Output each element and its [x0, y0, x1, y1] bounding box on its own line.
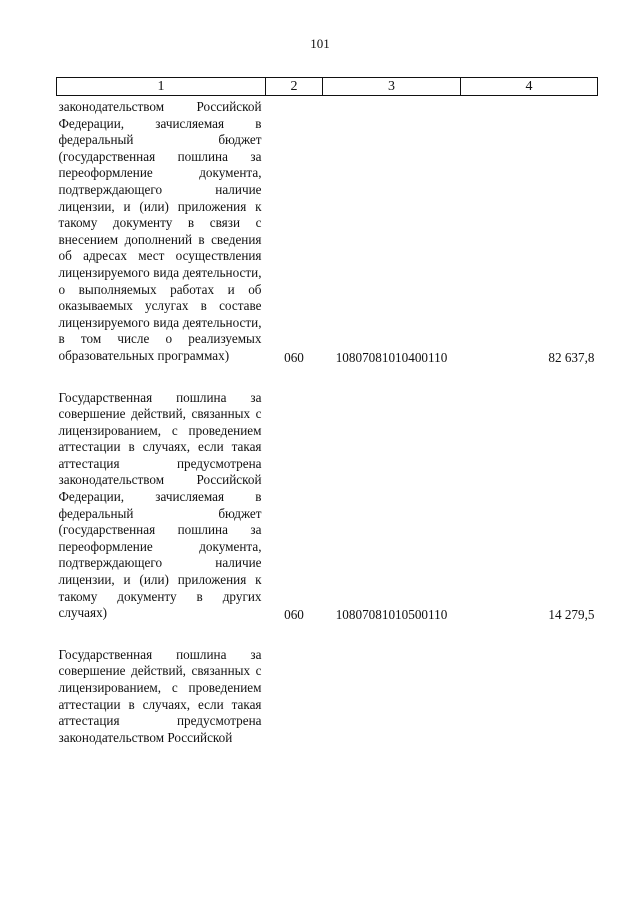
row-spacer [57, 367, 598, 387]
row-amount: 82 637,8 [548, 349, 595, 365]
row-spacer [57, 624, 598, 644]
row-amount: 14 279,5 [548, 607, 595, 623]
row-amount [461, 644, 598, 749]
table-row [57, 96, 598, 367]
page-number: 101 [310, 36, 330, 51]
table-row [57, 644, 598, 749]
row-admin-code: 060 [284, 349, 304, 365]
column-header-2: 2 [266, 78, 323, 96]
budget-revenue-table [56, 77, 598, 748]
column-header-3: 3 [323, 78, 461, 96]
column-header-1: 1 [57, 78, 266, 96]
row-budget-class-code: 10807081010400110 [335, 349, 448, 365]
table-row [57, 387, 598, 624]
row-description: Государственная пошлина за совершение действий, связанных с лицензированием, с проведением аттестации в случаях, если такая аттестация предусмотрена законодательством Российской Федерации, зачисляемая в федеральный бюджет (государственная пошлина за переоформление документа, подтверждающего наличие лицензии, и (или) приложения к такому документу в других случаях) [58, 389, 262, 621]
row-description: Государственная пошлина за совершение действий, связанных с лицензированием, с проведением аттестации в случаях, если такая аттестация предусмотрена законодательством Российской [58, 646, 262, 745]
column-header-4: 4 [461, 78, 598, 96]
row-description: законодательством Российской Федерации, зачисляемая в федеральный бюджет (государственная пошлина за переоформление документа, подтверждающего наличие лицензии, и (или) приложения к такому документу в связи с внесением дополнений в сведения об адресах мест осуществления лицензируемого вида деятельности, о выполняемых работах и об оказываемых услугах в составе лицензируемого вида деятельности, в том числе о реализуемых образовательных программах) [58, 99, 262, 363]
table-header-row [57, 78, 598, 96]
row-budget-class-code [323, 644, 461, 749]
row-budget-class-code: 10807081010500110 [335, 607, 448, 623]
row-admin-code [266, 644, 323, 749]
row-admin-code: 060 [284, 607, 304, 623]
